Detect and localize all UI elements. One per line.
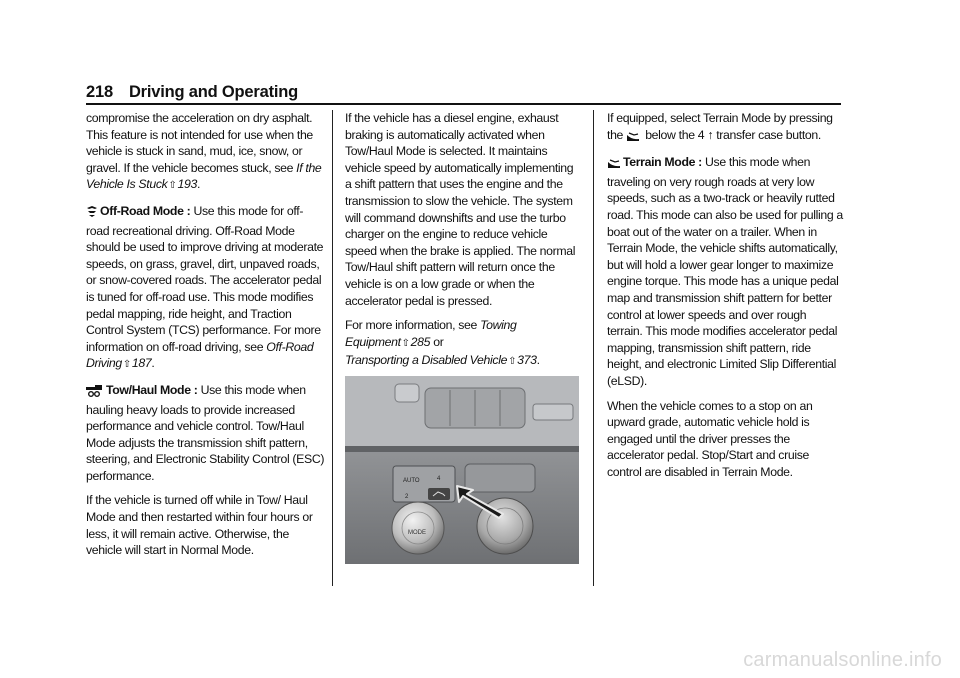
off-road-mode-icon (86, 205, 98, 223)
page-reference-arrow-icon: ⇧ (401, 337, 410, 349)
terrain-title: Terrain Mode : (623, 155, 702, 170)
terrain-mode-icon (607, 156, 621, 174)
page-ref-187[interactable]: 187 (131, 356, 152, 371)
page-number: 218 (86, 83, 113, 101)
paragraph-select-terrain: If equipped, select Terrain Mode by pressing the below the 4 ↑ transfer case button. (607, 110, 843, 146)
page-header (86, 83, 298, 102)
column-divider-1 (332, 110, 333, 586)
column-3 (607, 110, 843, 488)
tow-haul-icon (86, 385, 104, 402)
page-ref-193[interactable]: 193 (177, 177, 197, 192)
page-ref-285[interactable]: 285 (410, 334, 431, 349)
column-2 (345, 110, 581, 379)
photo-label-4: 4 (437, 476, 441, 482)
dashboard-controls-photo (345, 376, 579, 564)
photo-label-auto: AUTO (403, 478, 420, 484)
paragraph-offroad: Off-Road Mode : Use this mode for off-road recreational driving. Off-Road Mode should be used to improve driving at moderate speeds, on grass, gravel, dirt, unpaved roads, or snow-covered roads. The accelerator pedal is tuned for off-road use. This mode modifies pedal mapping, ride height, and Traction Control System (TCS) performance. For more information on off-road driving, see Off-Road Driving⇧187. (86, 203, 324, 371)
link-towing-equipment[interactable]: Towing Equipment (345, 318, 517, 349)
paragraph-stuck: compromise the acceleration on dry asphalt. This feature is not intended for use when the vehicle is stuck in sand, mud, ice, snow, or gravel. If the vehicle becomes stuck, see If the Vehicle Is Stuck⇧193. (86, 111, 322, 192)
offroad-title: Off-Road Mode : (100, 203, 191, 218)
page-reference-arrow-icon: ⇧ (508, 356, 517, 368)
paragraph-more-info: For more information, see Towing Equipment⇧285 or Transporting a Disabled Vehicle⇧373. (345, 318, 540, 368)
header-rule (86, 103, 841, 105)
paragraph-terrain-mode: Terrain Mode : Use this mode when traveling on very rough roads at very low speeds, such as a two-track or heavily rutted road. This mode can also be used for pulling a boat out of the water on a trailer. When in Terrain Mode, the vehicle shifts automatically, but will hold a lower gear longer to maximize engine torque. This mode has a unique pedal map and transmission shift pattern for better control at lower speeds and over rough terrain. This mode modifies accelerator pedal mapping, transmission shift pattern, ride height, and electronic Limited Slip Differential (eLSD). (607, 155, 843, 388)
page-ref-373[interactable]: 373 (517, 353, 537, 368)
section-title: Driving and Operating (128, 83, 299, 101)
photo-label-mode: MODE (408, 530, 426, 536)
link-transporting-disabled[interactable]: Transporting a Disabled Vehicle (345, 353, 508, 368)
up-arrow-icon: ↑ (707, 127, 714, 142)
page-reference-arrow-icon: ⇧ (122, 359, 131, 371)
paragraph-diesel: If the vehicle has a diesel engine, exhaust braking is automatically activated when Tow/Haul Mode is selected. It maintains vehicle speed by automatically implementing a shift pattern that uses the engine and the transmission to slow the vehicle. The system will command downshifts and use the turbo charger on the engine to reduce vehicle speed when the brake is applied. The normal Tow/Haul shift pattern will return once the vehicle is on a low grade or when the accelerator pedal is pressed. (345, 111, 576, 308)
page-reference-arrow-icon: ⇧ (168, 180, 177, 192)
paragraph-vehicle-hold: When the vehicle comes to a stop on an upward grade, automatic vehicle hold is engaged until the driver presses the accelerator pedal. Stop/Start and cruise control are disabled in Terrain Mode. (607, 398, 813, 479)
column-1 (86, 110, 326, 567)
footer-watermark: carmanualsonline.info (743, 649, 942, 671)
towhaul-title: Tow/Haul Mode : (106, 382, 198, 397)
paragraph-restart: If the vehicle is turned off while in Tow/ Haul Mode and then restarted within four hours or less, it will remain active. Otherwise, the vehicle will start in Normal Mode. (86, 493, 313, 558)
link-if-stuck[interactable]: If the Vehicle Is Stuck (86, 160, 322, 192)
paragraph-towhaul: Tow/Haul Mode : Use this mode when hauling heavy loads to provide increased performance and vehicle control. Tow/Haul Mode adjusts the transmission shift pattern, steering, and Electronic Stability Control (ESC) performance. (86, 382, 325, 483)
link-offroad-driving[interactable]: Off-Road Driving (86, 339, 314, 371)
photo-label-2: 2 (405, 494, 409, 500)
terrain-mode-icon (626, 129, 640, 147)
column-divider-2 (593, 110, 594, 586)
